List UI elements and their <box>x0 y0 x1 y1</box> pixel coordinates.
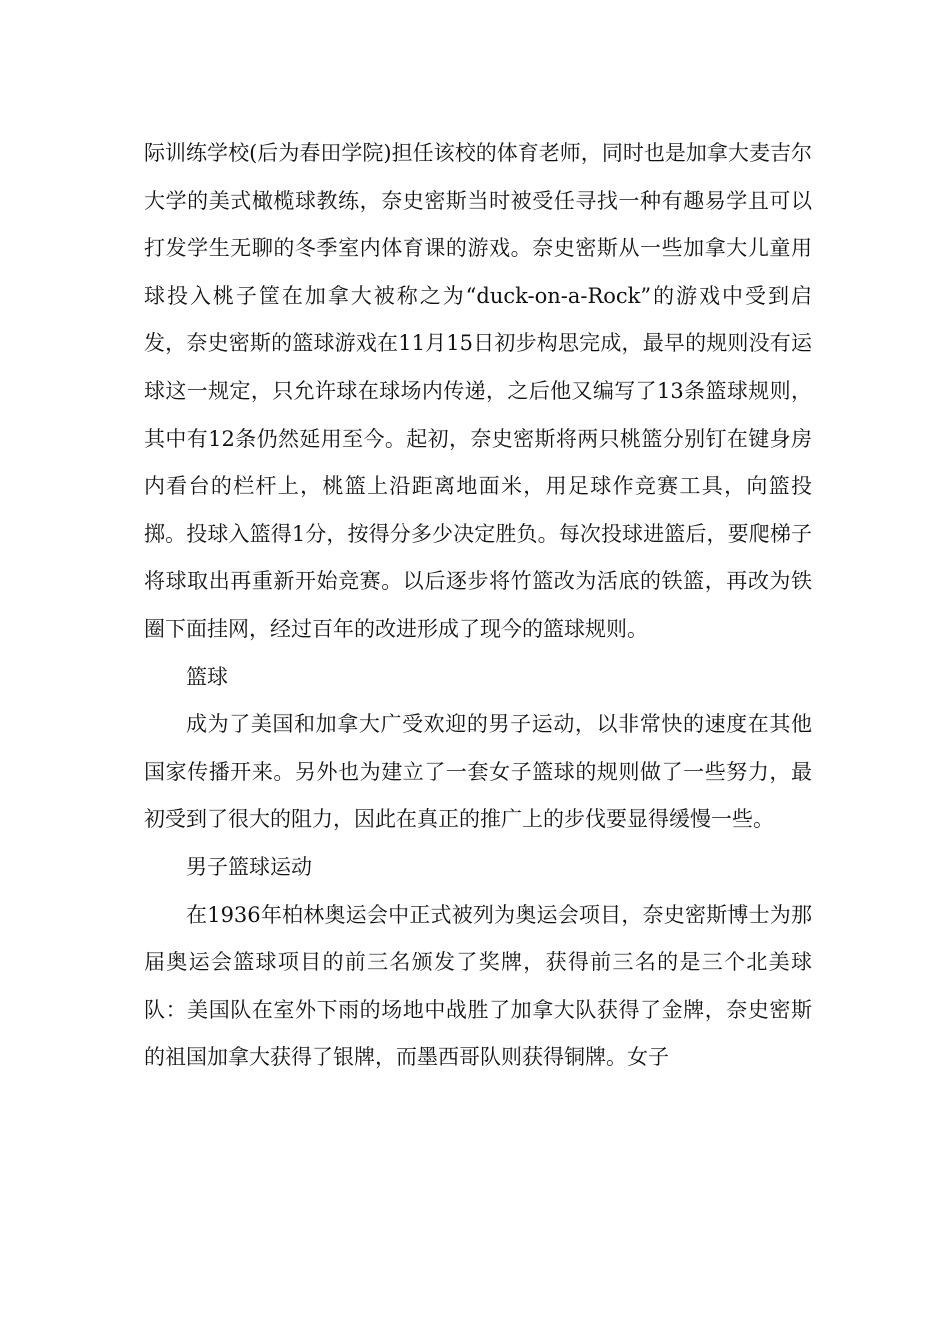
section-heading-mens-basketball: 男子篮球运动 <box>186 854 312 879</box>
section-heading-basketball: 篮球 <box>186 664 228 689</box>
paragraph-olympics: 在1936年柏林奥运会中正式被列为奥运会项目，奈史密斯博士为那届奥运会篮球项目的前三名颁发了奖牌，获得前三名的是三个北美球队：美国队在室外下雨的场地中战胜了加拿大队获得了金牌，奈史密斯的祖国加拿大获得了银牌，而墨西哥队则获得铜牌。女子 <box>144 902 812 1070</box>
paragraph-history: 际训练学校(后为春田学院)担任该校的体育老师，同时也是加拿大麦吉尔大学的美式橄榄球教练，奈史密斯当时被受任寻找一种有趣易学且可以打发学生无聊的冬季室内体育课的游戏。奈史密斯从一些加拿大儿童用球投入桃子筐在加拿大被称之为“duck-on-a-Rock”的游戏中受到启发，奈史密斯的篮球游戏在11月15日初步构思完成，最早的规则没有运球这一规定，只允许球在球场内传递，之后他又编写了13条篮球规则，其中有12条仍然延用至今。起初，奈史密斯将两只桃篮分别钉在键身房内看台的栏杆上，桃篮上沿距离地面米，用足球作竞赛工具，向篮投掷。投球入篮得1分，按得分多少决定胜负。每次投球进篮后，要爬梯子将球取出再重新开始竞赛。以后逐步将竹篮改为活底的铁篮，再改为铁圈下面挂网，经过百年的改进形成了现今的篮球规则。 <box>144 141 812 641</box>
paragraph-spread: 成为了美国和加拿大广受欢迎的男子运动，以非常快的速度在其他国家传播开来。另外也为建立了一套女子篮球的规则做了一些努力，最初受到了很大的阻力，因此在真正的推广上的步伐要显得缓慢一些。 <box>144 712 812 832</box>
document-body <box>144 130 812 1082</box>
